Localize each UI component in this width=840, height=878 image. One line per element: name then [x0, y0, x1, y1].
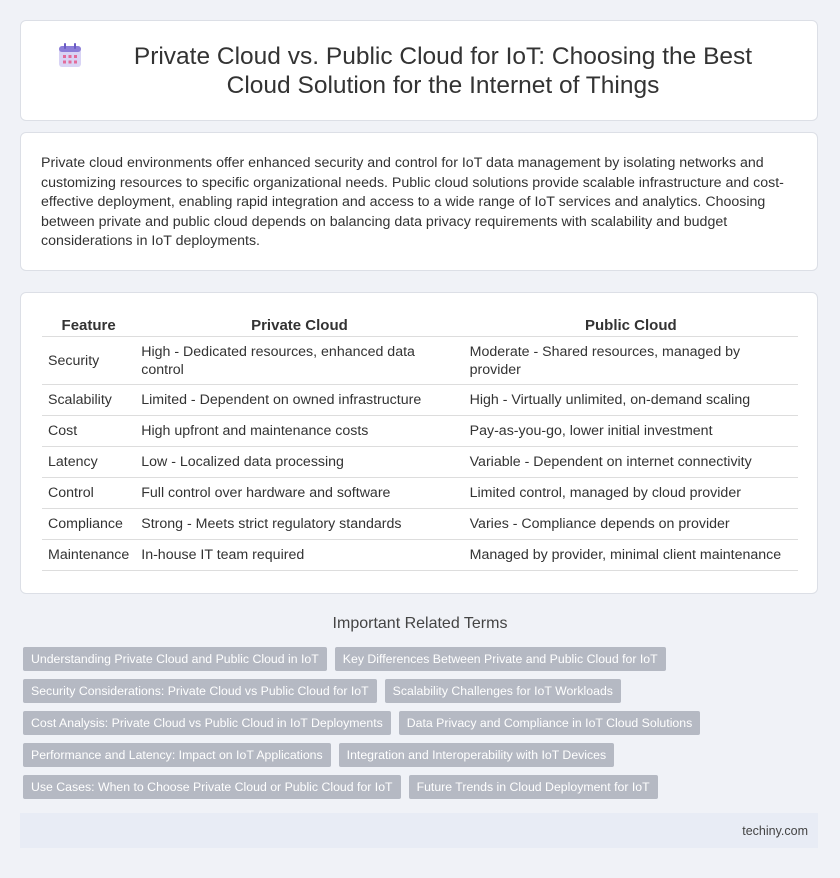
table-row [42, 447, 798, 478]
intro-paragraph: Private cloud environments offer enhanced security and control for IoT data management by isolating networks and customizing resources to specific organizational needs. Public cloud solutions provide scalable infrastructure and cost-effective deployment, enabling rapid integration and access to a wide range of IoT services and analytics. Choosing between private and public cloud depends on balancing data privacy requirements with scalability and budget considerations in IoT deployments. [41, 155, 784, 250]
private-cloud-cell: High upfront and maintenance costs [135, 416, 463, 447]
related-terms-heading: Important Related Terms [332, 615, 508, 632]
private-cloud-cell: Strong - Meets strict regulatory standards [135, 509, 463, 540]
tag-row [23, 711, 823, 735]
feature-cell: Maintenance [42, 540, 135, 571]
public-cloud-cell: Varies - Compliance depends on provider [464, 509, 798, 540]
calendar-icon [55, 41, 85, 71]
public-cloud-cell: Variable - Dependent on internet connectivity [464, 447, 798, 478]
table-row [42, 337, 798, 385]
public-cloud-cell: Limited control, managed by cloud provider [464, 478, 798, 509]
column-header-public-cloud: Public Cloud [464, 313, 798, 337]
table-row [42, 509, 798, 540]
private-cloud-cell: Full control over hardware and software [135, 478, 463, 509]
related-term-link[interactable]: Performance and Latency: Impact on IoT Applications [23, 743, 331, 767]
comparison-table [42, 313, 798, 571]
page-title: Private Cloud vs. Public Cloud for IoT: Choosing the Best Cloud Solution for the Internet of Things [133, 42, 753, 99]
related-term-link[interactable]: Security Considerations: Private Cloud vs Public Cloud for IoT [23, 679, 377, 703]
public-cloud-cell: Moderate - Shared resources, managed by provider [464, 337, 798, 385]
header-card [20, 20, 818, 121]
related-term-link[interactable]: Integration and Interoperability with IoT Devices [339, 743, 615, 767]
table-row [42, 478, 798, 509]
comparison-table-card [20, 292, 818, 594]
related-terms-list [23, 647, 823, 807]
private-cloud-cell: In-house IT team required [135, 540, 463, 571]
tag-row [23, 743, 823, 767]
column-header-private-cloud: Private Cloud [135, 313, 463, 337]
related-term-link[interactable]: Scalability Challenges for IoT Workloads [385, 679, 621, 703]
public-cloud-cell: Pay-as-you-go, lower initial investment [464, 416, 798, 447]
related-term-link[interactable]: Data Privacy and Compliance in IoT Cloud Solutions [399, 711, 700, 735]
private-cloud-cell: Low - Localized data processing [135, 447, 463, 478]
feature-cell: Scalability [42, 385, 135, 416]
feature-cell: Security [42, 337, 135, 385]
related-term-link[interactable]: Understanding Private Cloud and Public Cloud in IoT [23, 647, 327, 671]
table-row [42, 540, 798, 571]
column-header-feature: Feature [42, 313, 135, 337]
tag-row [23, 679, 823, 703]
public-cloud-cell: High - Virtually unlimited, on-demand scaling [464, 385, 798, 416]
public-cloud-cell: Managed by provider, minimal client maintenance [464, 540, 798, 571]
private-cloud-cell: Limited - Dependent on owned infrastructure [135, 385, 463, 416]
related-term-link[interactable]: Use Cases: When to Choose Private Cloud or Public Cloud for IoT [23, 775, 401, 799]
feature-cell: Cost [42, 416, 135, 447]
table-header-row [42, 313, 798, 337]
table-row [42, 385, 798, 416]
feature-cell: Control [42, 478, 135, 509]
related-term-link[interactable]: Key Differences Between Private and Public Cloud for IoT [335, 647, 666, 671]
site-link[interactable]: techiny.com [742, 823, 808, 838]
intro-card [20, 132, 818, 271]
feature-cell: Latency [42, 447, 135, 478]
related-term-link[interactable]: Cost Analysis: Private Cloud vs Public Cloud in IoT Deployments [23, 711, 391, 735]
feature-cell: Compliance [42, 509, 135, 540]
footer [20, 813, 818, 848]
tag-row [23, 775, 823, 799]
tag-row [23, 647, 823, 671]
table-row [42, 416, 798, 447]
related-term-link[interactable]: Future Trends in Cloud Deployment for IoT [409, 775, 658, 799]
private-cloud-cell: High - Dedicated resources, enhanced data control [135, 337, 463, 385]
